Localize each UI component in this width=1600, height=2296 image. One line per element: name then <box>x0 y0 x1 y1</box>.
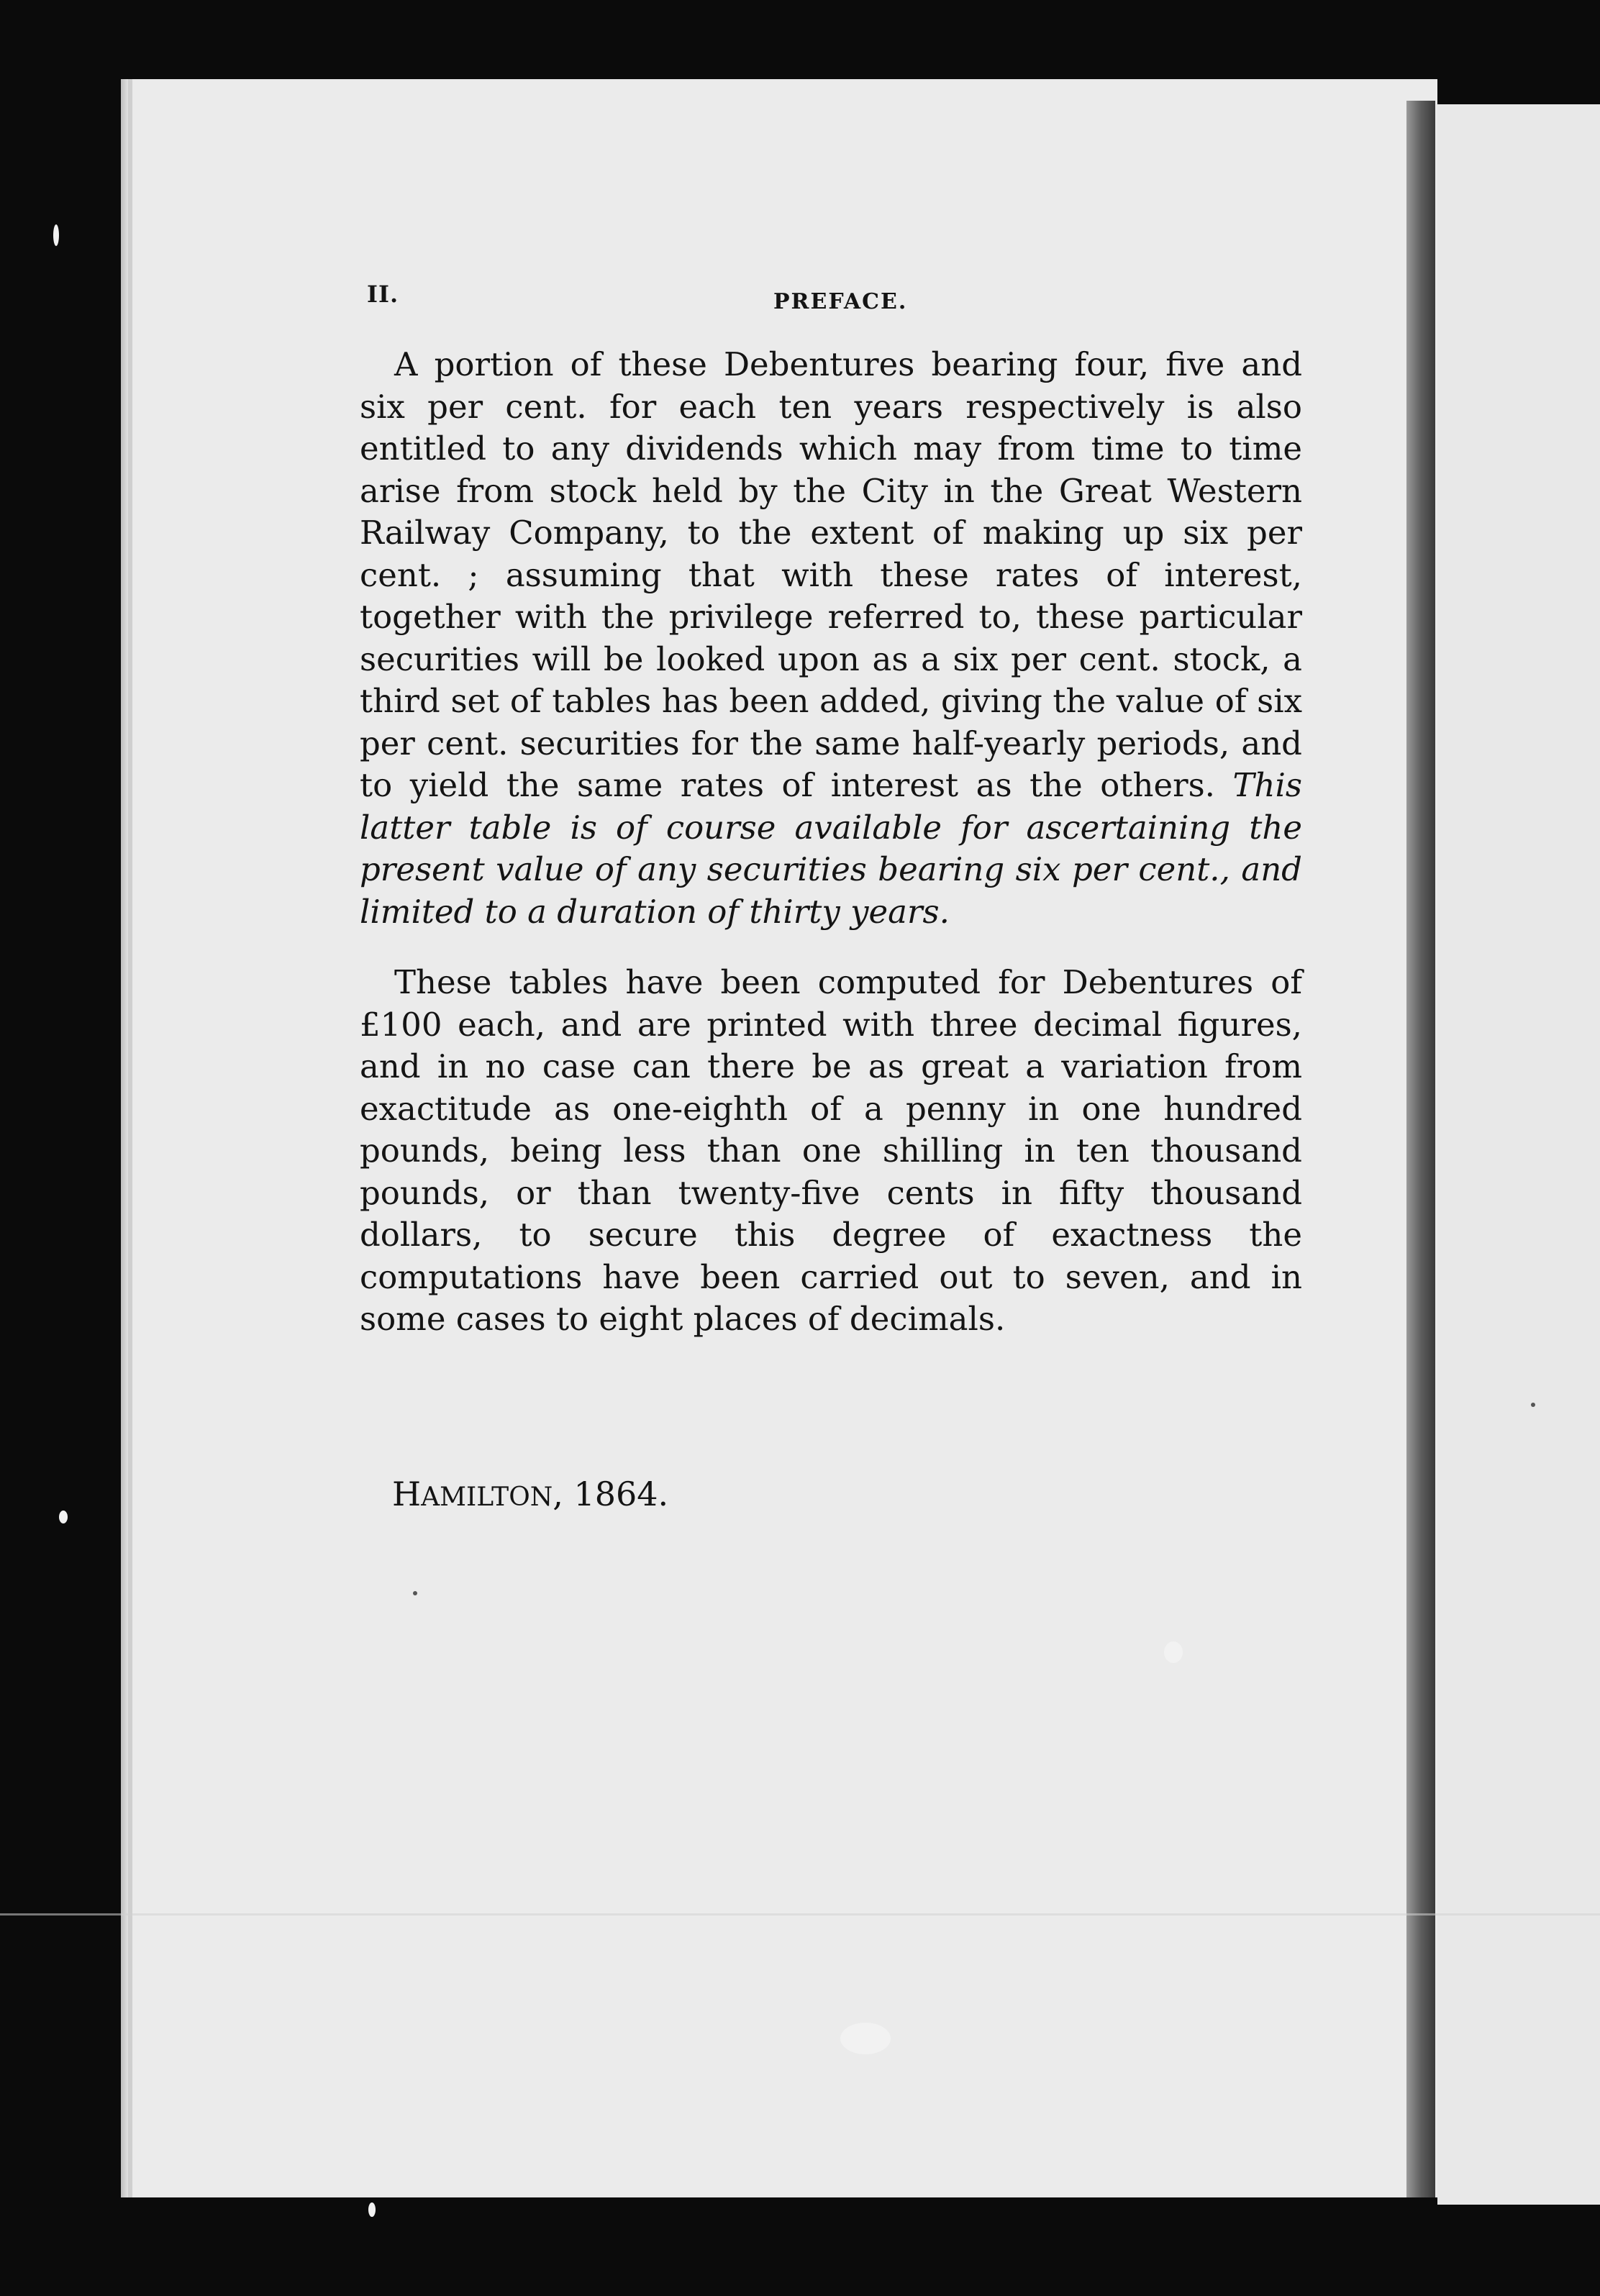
running-head <box>367 281 1302 324</box>
paper-speck <box>1164 1641 1183 1663</box>
paper-speck <box>840 2023 891 2054</box>
place-and-date <box>392 1475 668 1513</box>
page-edge <box>128 79 132 2197</box>
book-gutter <box>1406 101 1435 2197</box>
scan-line-artifact <box>0 1913 1600 1915</box>
paragraph-1-roman-text: A portion of these Debentures bearing four, five and six per cent. for each ten years respectively is also entitled to any dividends which may from time to time arise from stock held by the City in the Great Western Railway Company, to the extent of making up six per cent. ; assuming that with these rates of interest, together with the privilege referred to, these particular securities will be looked upon as a six per cent. stock, a third set of tables has been added, giving the value of six per cent. securities for the same half-yearly periods, and to yield the same rates of interest as the others. <box>360 345 1302 804</box>
preface-body <box>360 344 1302 1370</box>
paragraph-2: These tables have been computed for Debentures of £100 each, and are printed with three decimal figures, and in no case can there be as great a variation from exactitude as one-eighth of a penny in one hundred pounds, being less than one shilling in ten thousand pounds, or than twenty-five cents in fifty thousand dollars, to secure this degree of exactness the computations have been carried out to seven, and in some cases to eight places of decimals. <box>360 963 1302 1338</box>
dust-speck <box>368 2202 376 2217</box>
year: , 1864. <box>553 1475 669 1513</box>
place-initial: H <box>392 1475 422 1513</box>
place-rest: AMILTON <box>421 1482 553 1512</box>
facing-page-edge <box>1437 104 1600 2205</box>
dust-speck <box>59 1511 68 1523</box>
dust-speck <box>53 224 59 246</box>
paragraph-1 <box>360 344 1302 933</box>
ink-speck <box>1531 1403 1535 1407</box>
page-number: II. <box>367 281 399 308</box>
ink-speck <box>413 1591 417 1595</box>
paragraph-1-italic-text: This latter table is of course available for ascertaining the present value of any securities bearing six per cent., and limited to a duration of thirty years. <box>360 766 1302 931</box>
header-title: PREFACE. <box>773 289 908 314</box>
